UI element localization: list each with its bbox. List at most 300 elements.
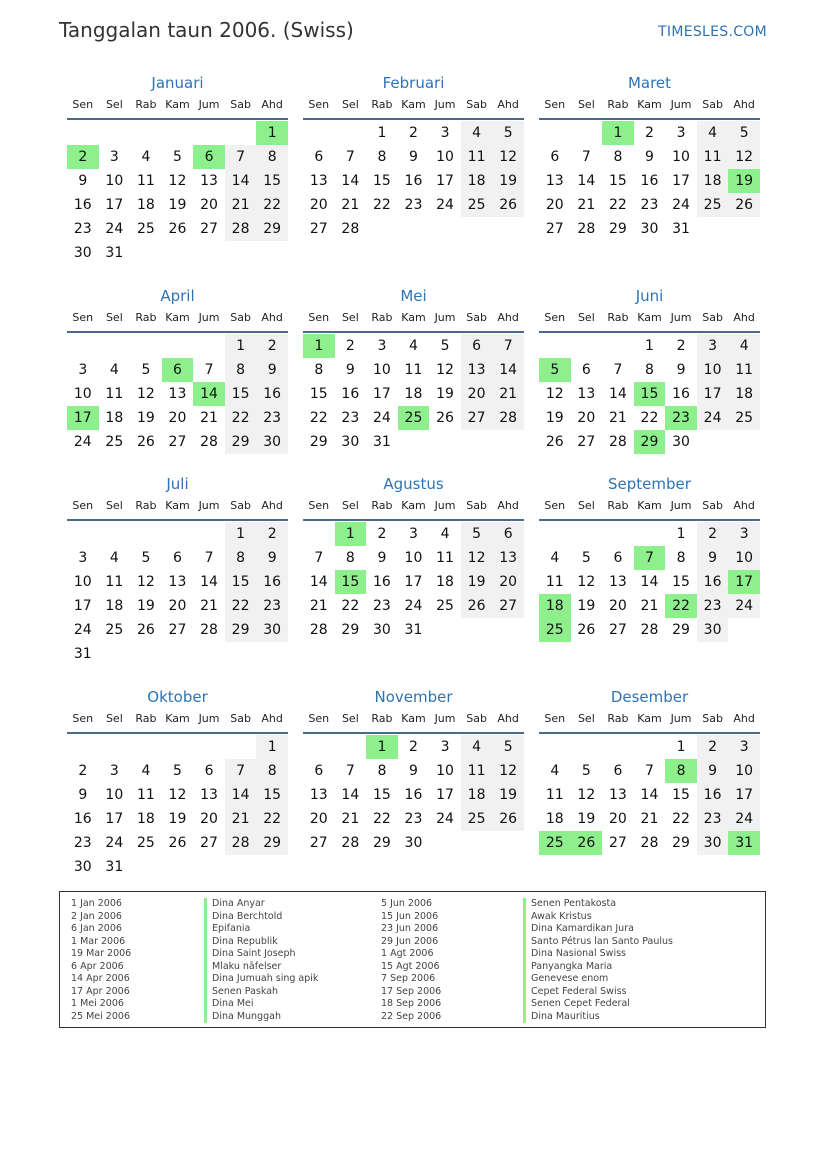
header-rule: [539, 519, 760, 521]
weekday-label: Sab: [702, 499, 723, 512]
day-cell: 30: [640, 221, 659, 237]
day-cell: 7: [645, 763, 654, 779]
day-cell: 13: [200, 787, 218, 803]
month-name: Juni: [635, 287, 664, 305]
week-row: [303, 145, 524, 169]
day-cell: 10: [105, 787, 124, 803]
day-cell: 22: [341, 598, 360, 614]
day-cell: 20: [545, 197, 564, 213]
weekday-label: Kam: [637, 98, 662, 111]
weekend-day-cell: 1: [256, 735, 288, 759]
day-cell: 30: [672, 434, 690, 450]
day-cell: 5: [141, 362, 151, 378]
day-cell: 10: [436, 763, 454, 779]
day-cell: 22: [309, 410, 328, 426]
weekend-day-cell: 20: [492, 570, 524, 594]
weekday-label: Kam: [401, 712, 426, 725]
week-row: [539, 358, 760, 382]
weekday-label: Jum: [198, 311, 220, 324]
weekday-label: Ahd: [261, 712, 283, 725]
day-cell: 20: [200, 197, 218, 213]
legend-holiday-name: Dina Kamardikan Jura: [523, 923, 673, 936]
weekend-day-cell: 29: [256, 831, 288, 855]
holiday-day-cell: 1: [303, 334, 335, 358]
weekday-label: Rab: [135, 499, 157, 512]
day-cell: 15: [672, 787, 690, 803]
empty-cell: [492, 831, 524, 855]
day-cell: 17: [436, 173, 454, 189]
day-cell: 29: [341, 622, 360, 638]
day-cell: 6: [314, 149, 324, 165]
weekend-day-cell: 5: [492, 121, 524, 145]
month-calendar: [303, 686, 524, 855]
weekend-day-cell: 21: [492, 382, 524, 406]
week-row: [67, 618, 288, 642]
weekday-label: Sel: [105, 98, 123, 111]
day-cell: 4: [141, 763, 151, 779]
weekday-label: Sen: [308, 98, 330, 111]
day-cell: 11: [136, 173, 155, 189]
legend-date: 25 Mei 2006: [71, 1010, 130, 1022]
week-row: [67, 217, 288, 241]
day-cell: 17: [404, 574, 423, 590]
weekend-day-cell: 3: [728, 735, 760, 759]
empty-cell: [429, 618, 461, 642]
day-cell: 22: [372, 811, 391, 827]
day-cell: 26: [436, 410, 454, 426]
day-cell: 5: [581, 550, 591, 566]
day-cell: 18: [404, 386, 423, 402]
day-cell: 10: [404, 550, 423, 566]
header-rule: [67, 331, 288, 333]
week-row: [539, 783, 760, 807]
weekend-day-cell: 4: [461, 121, 493, 145]
day-cell: 19: [168, 197, 187, 213]
legend-holiday-name: Panyangka Maria: [523, 961, 673, 974]
day-cell: 15: [672, 574, 690, 590]
day-cell: 27: [168, 622, 187, 638]
weekday-label: Sel: [577, 311, 595, 324]
day-cell: 6: [173, 550, 182, 566]
day-cell: 13: [168, 574, 187, 590]
weekend-day-cell: 9: [697, 546, 729, 570]
day-cell: 16: [404, 787, 423, 803]
day-cell: 15: [372, 173, 391, 189]
empty-cell: [571, 121, 603, 145]
day-cell: 6: [613, 763, 623, 779]
weekend-day-cell: 12: [492, 759, 524, 783]
day-cell: 13: [309, 173, 328, 189]
week-row: [67, 783, 288, 807]
day-cell: 27: [608, 622, 627, 638]
day-cell: 26: [577, 622, 596, 638]
legend-date: 22 Sep 2006: [381, 1010, 442, 1022]
legend-holiday-name: Dina Republik: [204, 936, 318, 949]
day-cell: 24: [73, 434, 92, 450]
day-cell: 23: [404, 197, 423, 213]
weekend-day-cell: 12: [461, 546, 493, 570]
weekday-label: Sab: [466, 499, 487, 512]
day-cell: 13: [608, 787, 627, 803]
legend-name-column: [523, 898, 673, 1023]
week-row: [67, 334, 288, 358]
day-cell: 21: [577, 197, 596, 213]
empty-cell: [193, 855, 225, 879]
weekday-label: Sen: [308, 712, 330, 725]
holiday-day-cell: 25: [539, 831, 571, 855]
weekend-day-cell: 16: [697, 570, 729, 594]
weekday-header: [539, 709, 760, 729]
weekday-label: Jum: [670, 712, 692, 725]
day-cell: 11: [404, 362, 423, 378]
weekend-day-cell: 18: [461, 169, 493, 193]
weekday-label: Sel: [105, 499, 123, 512]
day-cell: 6: [550, 149, 560, 165]
week-row: [67, 406, 288, 430]
day-cell: 11: [105, 386, 124, 402]
weekday-label: Ahd: [733, 311, 755, 324]
weekend-day-cell: 11: [728, 358, 760, 382]
week-row: [67, 430, 288, 454]
day-cell: 30: [73, 245, 92, 261]
day-cell: 8: [645, 362, 654, 378]
week-row: [67, 193, 288, 217]
weekday-label: Ahd: [497, 98, 519, 111]
day-cell: 28: [640, 835, 659, 851]
weekend-day-cell: 18: [697, 169, 729, 193]
weekday-label: Ahd: [733, 712, 755, 725]
day-cell: 21: [608, 410, 627, 426]
day-cell: 3: [440, 739, 450, 755]
day-cell: 26: [136, 434, 155, 450]
empty-cell: [461, 430, 493, 454]
empty-cell: [225, 121, 257, 145]
day-cell: 19: [136, 410, 155, 426]
week-row: [67, 169, 288, 193]
weekday-header: [303, 709, 524, 729]
day-cell: 11: [136, 787, 155, 803]
weekend-day-cell: 9: [256, 358, 288, 382]
week-row: [303, 406, 524, 430]
week-row: [539, 807, 760, 831]
day-cell: 13: [577, 386, 596, 402]
day-cell: 2: [409, 739, 418, 755]
holiday-day-cell: 25: [398, 406, 430, 430]
weekday-label: Sen: [308, 499, 330, 512]
day-cell: 23: [640, 197, 659, 213]
week-row: [303, 334, 524, 358]
weekend-day-cell: 25: [461, 807, 493, 831]
weekday-header: [539, 496, 760, 516]
day-cell: 27: [545, 221, 564, 237]
weekday-label: Sen: [308, 311, 330, 324]
day-cell: 7: [581, 149, 591, 165]
weekday-header: [67, 709, 288, 729]
weekday-label: Rab: [135, 311, 157, 324]
weekday-label: Jum: [198, 98, 220, 111]
legend-date: 23 Jun 2006: [381, 923, 439, 934]
day-cell: 12: [545, 386, 564, 402]
empty-cell: [398, 430, 430, 454]
weekday-header: [539, 95, 760, 115]
day-cell: 12: [436, 362, 454, 378]
month-name: Januari: [151, 74, 204, 92]
empty-cell: [225, 642, 257, 666]
day-cell: 4: [409, 338, 418, 354]
day-cell: 19: [136, 598, 155, 614]
week-row: [303, 217, 524, 241]
legend-date: 15 Agt 2006: [381, 960, 440, 972]
holiday-day-cell: 1: [366, 735, 398, 759]
empty-cell: [335, 735, 367, 759]
header-rule: [67, 732, 288, 734]
day-cell: 17: [105, 197, 124, 213]
day-cell: 26: [545, 434, 564, 450]
day-cell: 20: [168, 598, 187, 614]
weekday-label: Sen: [72, 712, 94, 725]
day-cell: 21: [200, 410, 218, 426]
day-cell: 3: [409, 526, 418, 542]
week-row: [67, 522, 288, 546]
day-cell: 24: [372, 410, 391, 426]
day-cell: 11: [545, 787, 564, 803]
month-calendar: [67, 473, 288, 666]
day-cell: 9: [409, 763, 418, 779]
day-cell: 14: [640, 787, 659, 803]
day-cell: 29: [672, 622, 690, 638]
legend-date: 2 Jan 2006: [71, 910, 122, 922]
weekday-label: Sel: [577, 98, 595, 111]
weekday-header: [303, 496, 524, 516]
day-cell: 1: [676, 526, 686, 542]
holiday-day-cell: 2: [67, 145, 99, 169]
week-row: [303, 618, 524, 642]
week-row: [67, 546, 288, 570]
empty-cell: [429, 430, 461, 454]
day-cell: 29: [672, 835, 690, 851]
weekend-day-cell: 16: [256, 570, 288, 594]
empty-cell: [303, 522, 335, 546]
brand-link[interactable]: TIMESLES.COM: [658, 24, 767, 40]
weekend-day-cell: 8: [225, 546, 257, 570]
week-row: [303, 807, 524, 831]
legend-holiday-name: Dina Munggah: [204, 1011, 318, 1024]
weekend-day-cell: 3: [697, 334, 729, 358]
weekend-day-cell: 7: [492, 334, 524, 358]
weekday-label: Sel: [341, 98, 359, 111]
day-cell: 5: [141, 550, 151, 566]
week-row: [539, 570, 760, 594]
weekday-label: Kam: [401, 499, 426, 512]
empty-cell: [225, 855, 257, 879]
weekend-day-cell: 27: [461, 406, 493, 430]
legend-date: 1 Mei 2006: [71, 998, 124, 1009]
day-cell: 7: [314, 550, 324, 566]
week-row: [539, 594, 760, 618]
weekday-label: Rab: [607, 499, 629, 512]
empty-cell: [539, 522, 571, 546]
empty-cell: [130, 522, 162, 546]
day-cell: 23: [404, 811, 423, 827]
weekend-day-cell: 14: [492, 358, 524, 382]
day-cell: 7: [345, 149, 355, 165]
legend-holiday-name: Awak Kristus: [523, 911, 673, 924]
day-cell: 22: [608, 197, 627, 213]
weekday-header: [303, 308, 524, 328]
day-cell: 16: [73, 197, 92, 213]
day-cell: 25: [436, 598, 454, 614]
day-cell: 9: [645, 149, 654, 165]
day-cell: 20: [608, 598, 627, 614]
weekend-day-cell: 2: [256, 522, 288, 546]
legend-holiday-name: Mlaku nāfelser: [204, 961, 318, 974]
legend-holiday-name: Senen Pentakosta: [523, 898, 673, 911]
week-row: [539, 406, 760, 430]
weekend-day-cell: 1: [225, 522, 257, 546]
holiday-day-cell: 6: [193, 145, 225, 169]
day-cell: 28: [309, 622, 328, 638]
day-cell: 10: [73, 386, 92, 402]
day-cell: 27: [200, 221, 218, 237]
empty-cell: [303, 735, 335, 759]
day-cell: 13: [545, 173, 564, 189]
day-cell: 9: [377, 550, 387, 566]
week-row: [67, 241, 288, 265]
weekend-day-cell: 15: [225, 570, 257, 594]
empty-cell: [602, 735, 634, 759]
empty-cell: [67, 121, 99, 145]
weekend-day-cell: 4: [728, 334, 760, 358]
weekday-label: Ahd: [261, 311, 283, 324]
day-cell: 25: [136, 835, 155, 851]
month-calendar: [303, 285, 524, 454]
month-calendar: [303, 473, 524, 642]
week-row: [67, 570, 288, 594]
weekend-day-cell: 11: [461, 759, 493, 783]
month-calendar: [539, 473, 760, 642]
weekend-day-cell: 19: [492, 169, 524, 193]
day-cell: 10: [105, 173, 124, 189]
day-cell: 28: [640, 622, 659, 638]
legend-holiday-name: Senen Cepet Federal: [523, 998, 673, 1011]
day-cell: 20: [309, 811, 328, 827]
weekday-label: Rab: [607, 712, 629, 725]
header-rule: [539, 118, 760, 120]
weekday-label: Sel: [105, 311, 123, 324]
day-cell: 24: [436, 197, 454, 213]
day-cell: 11: [105, 574, 124, 590]
legend-date: 19 Mar 2006: [71, 948, 132, 959]
day-cell: 15: [608, 173, 627, 189]
weekend-day-cell: 13: [461, 358, 493, 382]
day-cell: 13: [168, 386, 187, 402]
empty-cell: [602, 334, 634, 358]
legend-date: 14 Apr 2006: [71, 973, 130, 984]
week-row: [539, 759, 760, 783]
empty-cell: [728, 430, 760, 454]
day-cell: 19: [577, 811, 596, 827]
weekday-label: Sel: [341, 712, 359, 725]
day-cell: 7: [204, 362, 214, 378]
empty-cell: [67, 522, 99, 546]
day-cell: 8: [613, 149, 623, 165]
day-cell: 31: [672, 221, 690, 237]
month-name: Juli: [166, 475, 189, 493]
day-cell: 2: [78, 763, 88, 779]
weekend-day-cell: 23: [697, 807, 729, 831]
day-cell: 8: [377, 149, 387, 165]
week-row: [67, 382, 288, 406]
week-row: [303, 570, 524, 594]
week-row: [67, 121, 288, 145]
day-cell: 28: [608, 434, 627, 450]
header-rule: [539, 331, 760, 333]
weekday-label: Sen: [544, 712, 566, 725]
holiday-day-cell: 6: [162, 358, 194, 382]
weekend-day-cell: 26: [461, 594, 493, 618]
header-rule: [67, 118, 288, 120]
weekend-day-cell: 25: [461, 193, 493, 217]
month-name: April: [160, 287, 195, 305]
empty-cell: [539, 735, 571, 759]
empty-cell: [193, 522, 225, 546]
day-cell: 19: [545, 410, 564, 426]
day-cell: 24: [105, 221, 124, 237]
day-cell: 2: [645, 125, 654, 141]
empty-cell: [571, 735, 603, 759]
day-cell: 20: [309, 197, 328, 213]
holiday-day-cell: 14: [193, 382, 225, 406]
weekend-day-cell: 28: [492, 406, 524, 430]
week-row: [539, 546, 760, 570]
week-row: [539, 121, 760, 145]
day-cell: 21: [640, 598, 659, 614]
weekday-label: Sen: [544, 98, 566, 111]
weekend-day-cell: 15: [256, 783, 288, 807]
day-cell: 19: [577, 598, 596, 614]
day-cell: 12: [136, 574, 155, 590]
weekend-day-cell: 4: [461, 735, 493, 759]
weekend-day-cell: 25: [728, 406, 760, 430]
week-row: [539, 831, 760, 855]
month-name: Desember: [610, 688, 689, 706]
weekend-day-cell: 22: [256, 807, 288, 831]
empty-cell: [193, 334, 225, 358]
day-cell: 30: [341, 434, 360, 450]
holiday-day-cell: 15: [634, 382, 666, 406]
weekend-day-cell: 16: [256, 382, 288, 406]
day-cell: 27: [608, 835, 627, 851]
day-cell: 25: [105, 622, 124, 638]
day-cell: 17: [436, 787, 454, 803]
weekday-label: Ahd: [261, 98, 283, 111]
day-cell: 21: [309, 598, 328, 614]
legend-holiday-name: Cepet Federal Swiss: [523, 986, 673, 999]
day-cell: 16: [640, 173, 659, 189]
empty-cell: [571, 522, 603, 546]
day-cell: 3: [78, 550, 88, 566]
day-cell: 7: [613, 362, 623, 378]
legend-date: 29 Jun 2006: [381, 935, 439, 947]
legend-date: 18 Sep 2006: [381, 998, 442, 1009]
legend-date: 1 Jan 2006: [71, 898, 122, 909]
day-cell: 9: [78, 787, 88, 803]
empty-cell: [461, 831, 493, 855]
weekday-label: Kam: [165, 712, 190, 725]
weekday-label: Sab: [230, 712, 251, 725]
empty-cell: [130, 121, 162, 145]
empty-cell: [99, 735, 131, 759]
